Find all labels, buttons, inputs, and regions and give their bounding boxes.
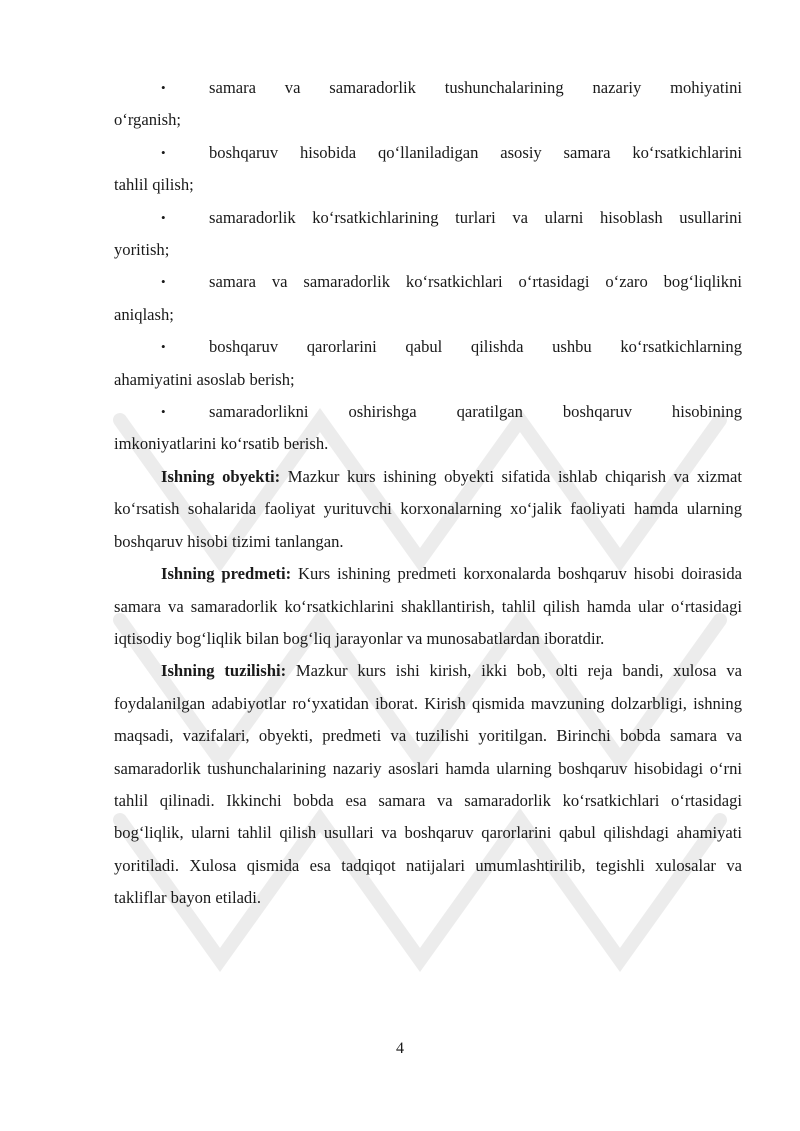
bullet-text-first-line: samaradorlik ko‘rsatkichlarining turlari va ularni hisoblash usullarini: [209, 207, 742, 227]
bullet-text-continuation: aniqlash;: [114, 304, 174, 324]
paragraph-text: Kurs ishining predmeti korxonalarda boshqaruv hisobi doirasida samara va samaradorlik ko‘rsatkichlarini shakllantirish, tahlil qilish hamda ular o‘rtasidagi iqtisodiy bog‘liqlik bilan bog‘liq jarayonlar va munosabatlardan iboratdir.: [114, 564, 742, 648]
bullet-text-continuation: o‘rganish;: [114, 110, 181, 130]
paragraph-label: Ishning predmeti:: [161, 564, 292, 584]
bullet-item: [114, 396, 742, 461]
bullet-text-continuation: yoritish;: [114, 240, 170, 260]
bullet-text-continuation: ahamiyatini asoslab berish;: [114, 369, 295, 389]
bullet-text-first-line: boshqaruv qarorlarini qabul qilishda ushbu ko‘rsatkichlarning: [209, 337, 742, 357]
bullet-icon: •: [161, 339, 166, 355]
bullet-text-first-line: samara va samaradorlik ko‘rsatkichlari o‘rtasidagi o‘zaro bog‘liqlikni: [209, 272, 742, 292]
bullet-icon: •: [161, 209, 166, 225]
bullet-icon: •: [161, 404, 166, 420]
bullet-text-first-line: samaradorlikni oshirishga qaratilgan boshqaruv hisobining: [209, 402, 742, 422]
bullet-text-continuation: tahlil qilish;: [114, 175, 194, 195]
bullet-item: [114, 331, 742, 396]
bullet-text-first-line: samara va samaradorlik tushunchalarining nazariy mohiyatini: [209, 78, 742, 97]
paragraph-label: Ishning obyekti:: [161, 466, 281, 486]
bullet-item: [114, 266, 742, 331]
paragraph-text: Mazkur kurs ishi kirish, ikki bob, olti reja bandi, xulosa va foydalanilgan adabiyotlar ro‘yxatidan iborat. Kirish qismida mavzuning dolzarbligi, ishning maqsadi, vazifalari, obyekti, predmeti va tuzilishi yoritilgan. Birinchi bobda samara va samaradorlik tushunchalarining nazariy asoslari hamda ularning boshqaruv hisobidagi o‘rni tahlil qilinadi. Ikkinchi bobda esa samara va samaradorlik ko‘rsatkichlari o‘rtasidagi bog‘liqlik, ularni tahlil qilish usullari va boshqaruv qarorlarini qabul qilishdagi ahamiyati yoritiladi. Xulosa qismida esa tadqiqot natijalari umumlashtirilib, tegishli xulosalar va takliflar bayon etiladi.: [114, 661, 742, 908]
page-number: 4: [396, 1040, 404, 1057]
paragraph-subject: [114, 558, 742, 655]
bullet-item: [114, 137, 742, 202]
paragraph-label: Ishning tuzilishi:: [161, 661, 287, 681]
bullet-text-continuation: imkoniyatlarini ko‘rsatib berish.: [114, 434, 329, 454]
paragraph-structure: [114, 655, 742, 914]
paragraph-object: [114, 461, 742, 558]
document-body: [114, 72, 742, 915]
bullet-item: [114, 72, 742, 137]
paragraph-text: Mazkur kurs ishining obyekti sifatida ishlab chiqarish va xizmat ko‘rsatish sohalarida faoliyat yurituvchi korxonalarning xo‘jalik faoliyati hamda ularning boshqaruv hisobi tizimi tanlangan.: [114, 466, 742, 551]
bullet-text-first-line: boshqaruv hisobida qo‘llaniladigan asosiy samara ko‘rsatkichlarini: [209, 142, 742, 162]
bullet-icon: •: [161, 144, 166, 160]
bullet-icon: •: [161, 80, 166, 95]
bullet-item: [114, 202, 742, 267]
bullet-icon: •: [161, 274, 166, 290]
